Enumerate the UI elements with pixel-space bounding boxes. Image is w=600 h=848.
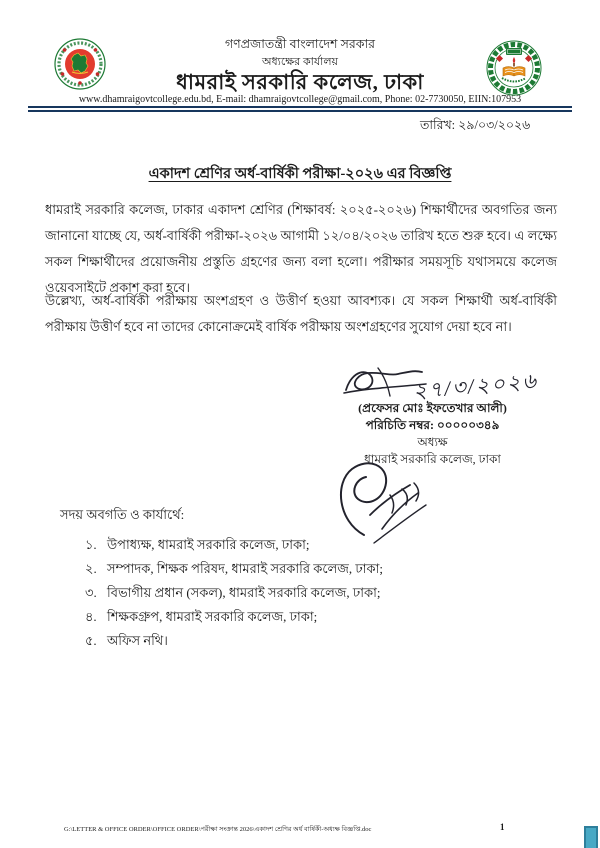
list-item-text: উপাধ্যক্ষ, ধামরাই সরকারি কলেজ, ঢাকা; bbox=[107, 537, 310, 552]
notice-title bbox=[0, 163, 600, 187]
government-line: গণপ্রজাতন্ত্রী বাংলাদেশ সরকার bbox=[224, 37, 376, 51]
notice-title-text: একাদশ শ্রেণির অর্ধ-বার্ষিকী পরীক্ষা-২০২৬ এর বিজ্ঞপ্তি bbox=[148, 166, 452, 182]
signatory-name: (প্রফেসর মোঃ ইফতেখার আলী) bbox=[358, 401, 507, 415]
signatory-organization: ধামরাই সরকারি কলেজ, ঢাকা bbox=[364, 452, 501, 466]
office-line: অধ্যক্ষের কার্যালয় bbox=[261, 56, 339, 68]
scrollbar-thumb[interactable] bbox=[584, 826, 598, 848]
contact-line: www.dhamraigovtcollege.edu.bd, E-mail: dhamraigovtcollege@gmail.com, Phone: 02-7730050, EIIN:107953 bbox=[78, 94, 522, 105]
signatory-designation: অধ্যক্ষ bbox=[417, 435, 448, 449]
distribution-heading: সদয় অবগতি ও কার্যার্থে: bbox=[60, 507, 185, 522]
list-item-number: ৫. bbox=[85, 633, 97, 648]
list-item bbox=[60, 605, 480, 629]
header-divider-rule bbox=[28, 106, 572, 112]
notice-paragraph-1: ধামরাই সরকারি কলেজ, ঢাকার একাদশ শ্রেণির (শিক্ষাবর্ষ: ২০২৫-২০২৬) শিক্ষার্থীদের অবগতির জন্য জানানো যাচ্ছে যে, অর্ধ-বার্ষিকী পরীক্ষা-২০২৬ আগামী ১২/০৪/২০২৬ তারিখ হতে শুরু হবে। এ লক্ষ্যে সকল শিক্ষার্থীদের প্রয়োজনীয় প্রস্তুতি গ্রহণের জন্য বলা হলো। পরীক্ষার সময়সূচি যথাসময়ে কলেজ ওয়েবসাইটে প্রকাশ করা হবে। bbox=[45, 202, 557, 295]
government-seal-icon bbox=[54, 38, 106, 95]
college-seal-icon bbox=[486, 40, 542, 101]
list-item-text: বিভাগীয় প্রধান (সকল), ধামরাই সরকারি কলেজ, ঢাকা; bbox=[107, 585, 381, 600]
list-item-number: ২. bbox=[85, 561, 97, 576]
notice-paragraph-2: উল্লেখ্য, অর্ধ-বার্ষিকী পরীক্ষায় অংশগ্রহণ ও উত্তীর্ণ হওয়া আবশ্যক। যে সকল শিক্ষার্থী অর্ধ-বার্ষিকী পরীক্ষায় উত্তীর্ণ হবে না তাদের কোনোক্রমেই বার্ষিক পরীক্ষায় অংশগ্রহণের সুযোগ দেয়া হবে না। bbox=[45, 293, 557, 334]
list-item-number: ৪. bbox=[85, 609, 97, 624]
list-item-number: ১. bbox=[85, 537, 97, 552]
list-item bbox=[60, 557, 480, 581]
footer-page-number: 1 bbox=[500, 822, 505, 832]
distribution-list bbox=[60, 506, 480, 653]
list-item-text: অফিস নথি। bbox=[107, 633, 168, 648]
list-item-number: ৩. bbox=[85, 585, 97, 600]
list-item-text: শিক্ষকগ্রুপ, ধামরাই সরকারি কলেজ, ঢাকা; bbox=[107, 609, 318, 624]
list-item bbox=[60, 581, 480, 605]
list-item bbox=[60, 533, 480, 557]
date-line: তারিখ: ২৯/০৩/২০২৬ bbox=[420, 118, 531, 132]
footer-file-path: G:\LETTER & OFFICE ORDER\OFFICE ORDER\পরীক্ষা সংক্রান্ত 2026\একাদশ শ্রেণির অর্ধ বার্ষিকী-অধ্যক্ষ বিজ্ঞপ্তি.doc bbox=[64, 826, 372, 833]
list-item-text: সম্পাদক, শিক্ষক পরিষদ, ধামরাই সরকারি কলেজ, ঢাকা; bbox=[107, 561, 383, 576]
signatory-id-number: পরিচিতি নম্বর: ০০০০০৩৪৯ bbox=[365, 418, 500, 432]
signature-handwritten-date: ২৭/৩/২০২৬ bbox=[412, 368, 539, 404]
list-item bbox=[60, 629, 480, 653]
college-name: ধামরাই সরকারি কলেজ, ঢাকা bbox=[176, 70, 424, 94]
